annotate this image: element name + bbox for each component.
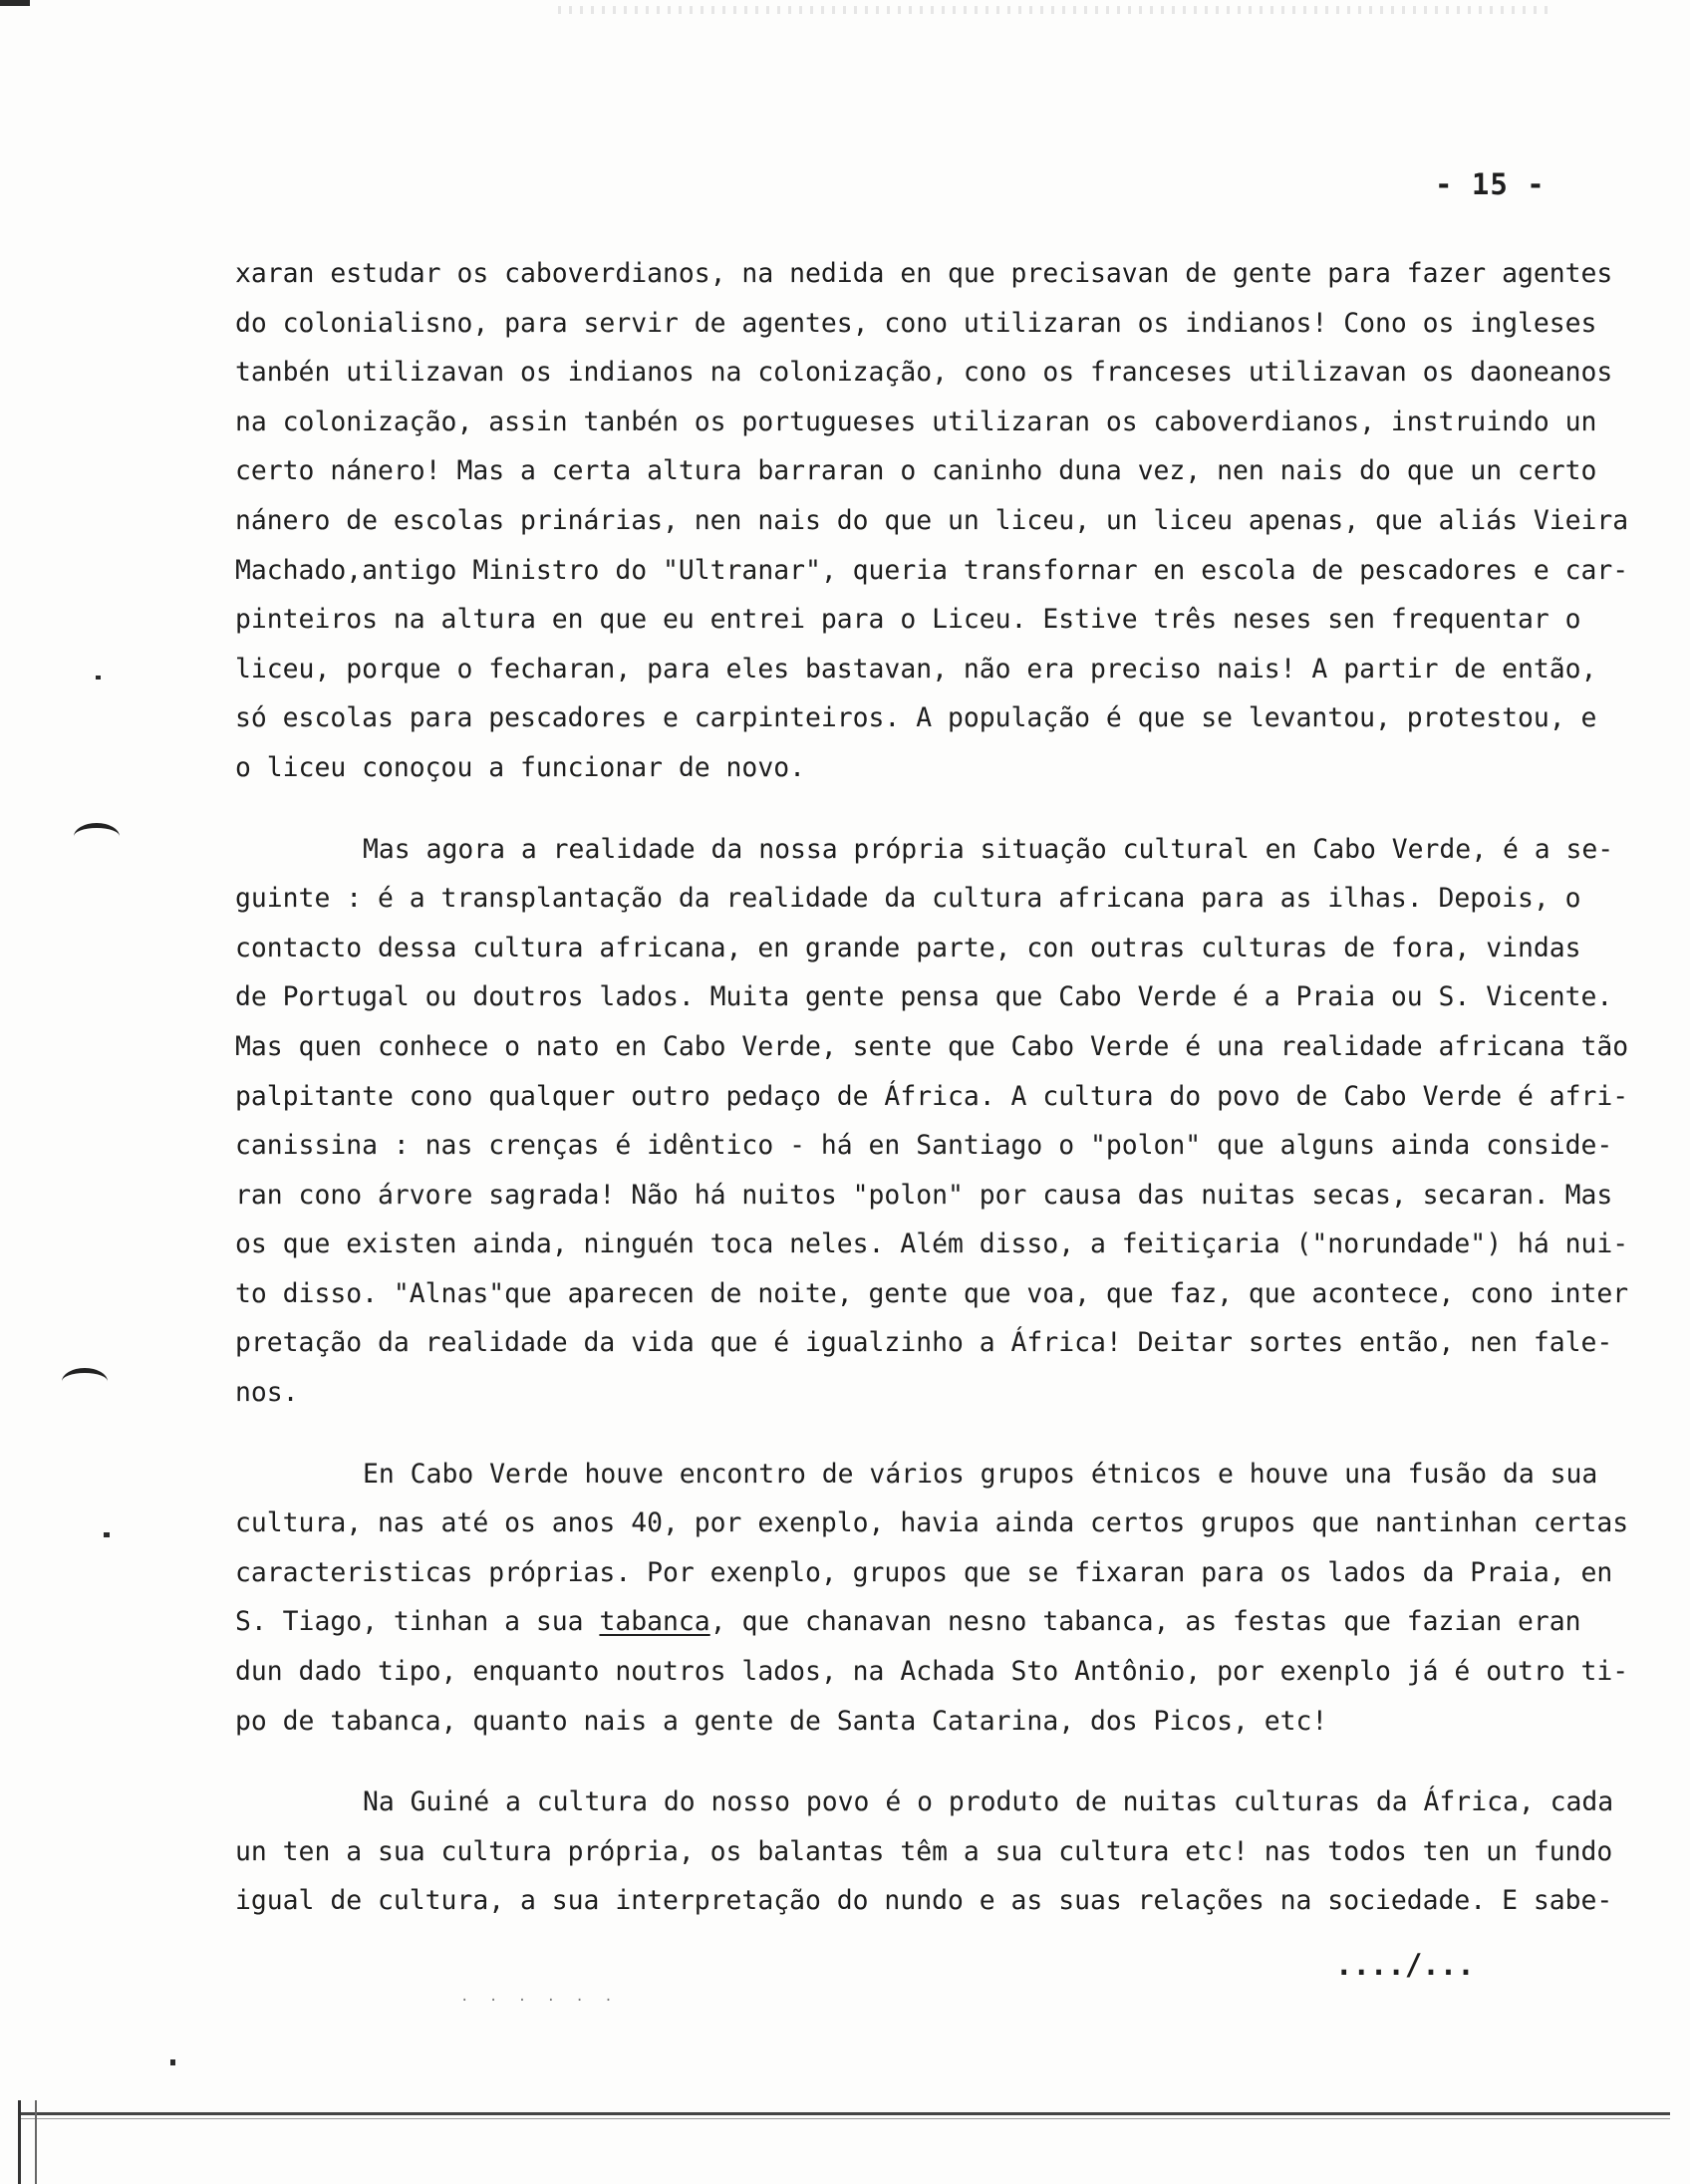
text-line: liceu, porque o fecharan, para eles bastavan, não era preciso nais! A partir de então,	[235, 653, 1597, 684]
punch-hole-mark	[62, 1368, 108, 1395]
underlined-word: tabanca	[599, 1606, 710, 1638]
text-line: tanbén utilizavan os indianos na colonização, cono os franceses utilizavan os daoneanos	[235, 357, 1613, 389]
page-number: - 15 -	[1435, 167, 1546, 201]
text-line: do colonialisno, para servir de agentes, cono utilizaran os indianos! Cono os ingleses	[235, 307, 1597, 339]
scan-speck	[104, 1532, 110, 1537]
scan-noise-top	[558, 6, 1554, 14]
text-line: igual de cultura, a sua interpretação do nundo e as suas relações na sociedade. E sabe-	[235, 1885, 1613, 1917]
text-line: Na Guiné a cultura do nosso povo é o produto de nuitas culturas da África, cada	[363, 1786, 1614, 1818]
page-bottom-edge	[20, 2112, 1670, 2115]
paragraph-3	[235, 1450, 1630, 1747]
text-line: dun dado tipo, enquanto noutros lados, na Achada Sto Antônio, por exenplo já é outro ti-	[235, 1656, 1629, 1688]
scan-dots: · · · · · ·	[460, 1993, 619, 2009]
text-line: canissina : nas crenças é idêntico - há en Santiago o "polon" que alguns ainda conside-	[235, 1130, 1613, 1162]
text-line: ran cono árvore sagrada! Não há nuitos "polon" por causa das nuitas secas, secaran. Mas	[235, 1179, 1613, 1211]
scan-speck	[0, 0, 30, 6]
paragraph-2	[235, 825, 1630, 1418]
text-line: os que existen ainda, ninguén toca neles. Além disso, a feitiçaria ("norundade") há nui-	[235, 1228, 1629, 1260]
text-line: caracteristicas próprias. Por exenplo, grupos que se fixaran para os lados da Praia, en	[235, 1556, 1613, 1588]
text-line: pretação da realidade da vida que é igualzinho a África! Deitar sortes então, nen fale-	[235, 1327, 1613, 1359]
paragraph-4	[235, 1777, 1630, 1926]
text-line: Machado,antigo Ministro do "Ultranar", queria transfornar en escola de pescadores e car-	[235, 554, 1629, 586]
text-line: nánero de escolas prinárias, nen nais do que un liceu, un liceu apenas, que aliás Vieira	[235, 504, 1629, 536]
text-line: guinte : é a transplantação da realidade da cultura africana para as ilhas. Depois, o	[235, 883, 1581, 915]
text-line: pinteiros na altura en que eu entrei para o Liceu. Estive três neses sen frequentar o	[235, 604, 1581, 636]
punch-hole-mark	[74, 823, 120, 850]
text-line: po de tabanca, quanto nais a gente de Santa Catarina, dos Picos, etc!	[235, 1705, 1328, 1737]
text-line: só escolas para pescadores e carpinteiros. A população é que se levantou, protestou, e	[235, 702, 1597, 734]
paragraph-1	[235, 249, 1630, 793]
text-line: nos.	[235, 1377, 299, 1409]
text-line: contacto dessa cultura africana, en grande parte, con outras culturas de fora, vindas	[235, 932, 1581, 963]
text-line: xaran estudar os caboverdianos, na nedida en que precisavan de gente para fazer agentes	[235, 258, 1613, 289]
text-line: o liceu conoçou a funcionar de novo.	[235, 751, 805, 783]
text-line-with-underline: S. Tiago, tinhan a sua tabanca, que chanavan nesno tabanca, as festas que fazian eran	[235, 1606, 1581, 1638]
continuation-mark: ..../...	[1335, 1948, 1475, 1982]
text-line: un ten a sua cultura própria, os balantas têm a sua cultura etc! nas todos ten un fundo	[235, 1835, 1613, 1867]
text-line: certo nánero! Mas a certa altura barraran o caninho duna vez, nen nais do que un certo	[235, 455, 1597, 487]
text-line: na colonização, assin tanbén os portugueses utilizaran os caboverdianos, instruindo un	[235, 406, 1597, 437]
paragraph-gap	[235, 793, 1630, 825]
text-line: Mas agora a realidade da nossa própria situação cultural en Cabo Verde, é a se-	[363, 833, 1614, 865]
text-line: palpitante cono qualquer outro pedaço de África. A cultura do povo de Cabo Verde é afri-	[235, 1080, 1629, 1112]
text-line: En Cabo Verde houve encontro de vários grupos étnicos e houve una fusão da sua	[363, 1458, 1598, 1490]
body-text	[235, 249, 1630, 1926]
scan-speck	[170, 2059, 175, 2065]
text-line: to disso. "Alnas"que aparecen de noite, gente que voa, que faz, que acontece, cono inter	[235, 1277, 1629, 1309]
paragraph-gap	[235, 1418, 1630, 1450]
text-line: cultura, nas até os anos 40, por exenplo, havia ainda certos grupos que nantinhan certas	[235, 1507, 1629, 1539]
text-line: de Portugal ou doutros lados. Muita gente pensa que Cabo Verde é a Praia ou S. Vicente.	[235, 981, 1613, 1013]
binding-edge	[18, 2100, 37, 2184]
page-bottom-edge-fine	[20, 2118, 1670, 2119]
scan-speck	[96, 676, 101, 680]
paragraph-gap	[235, 1746, 1630, 1777]
text-line: Mas quen conhece o nato en Cabo Verde, sente que Cabo Verde é una realidade africana tão	[235, 1030, 1629, 1062]
